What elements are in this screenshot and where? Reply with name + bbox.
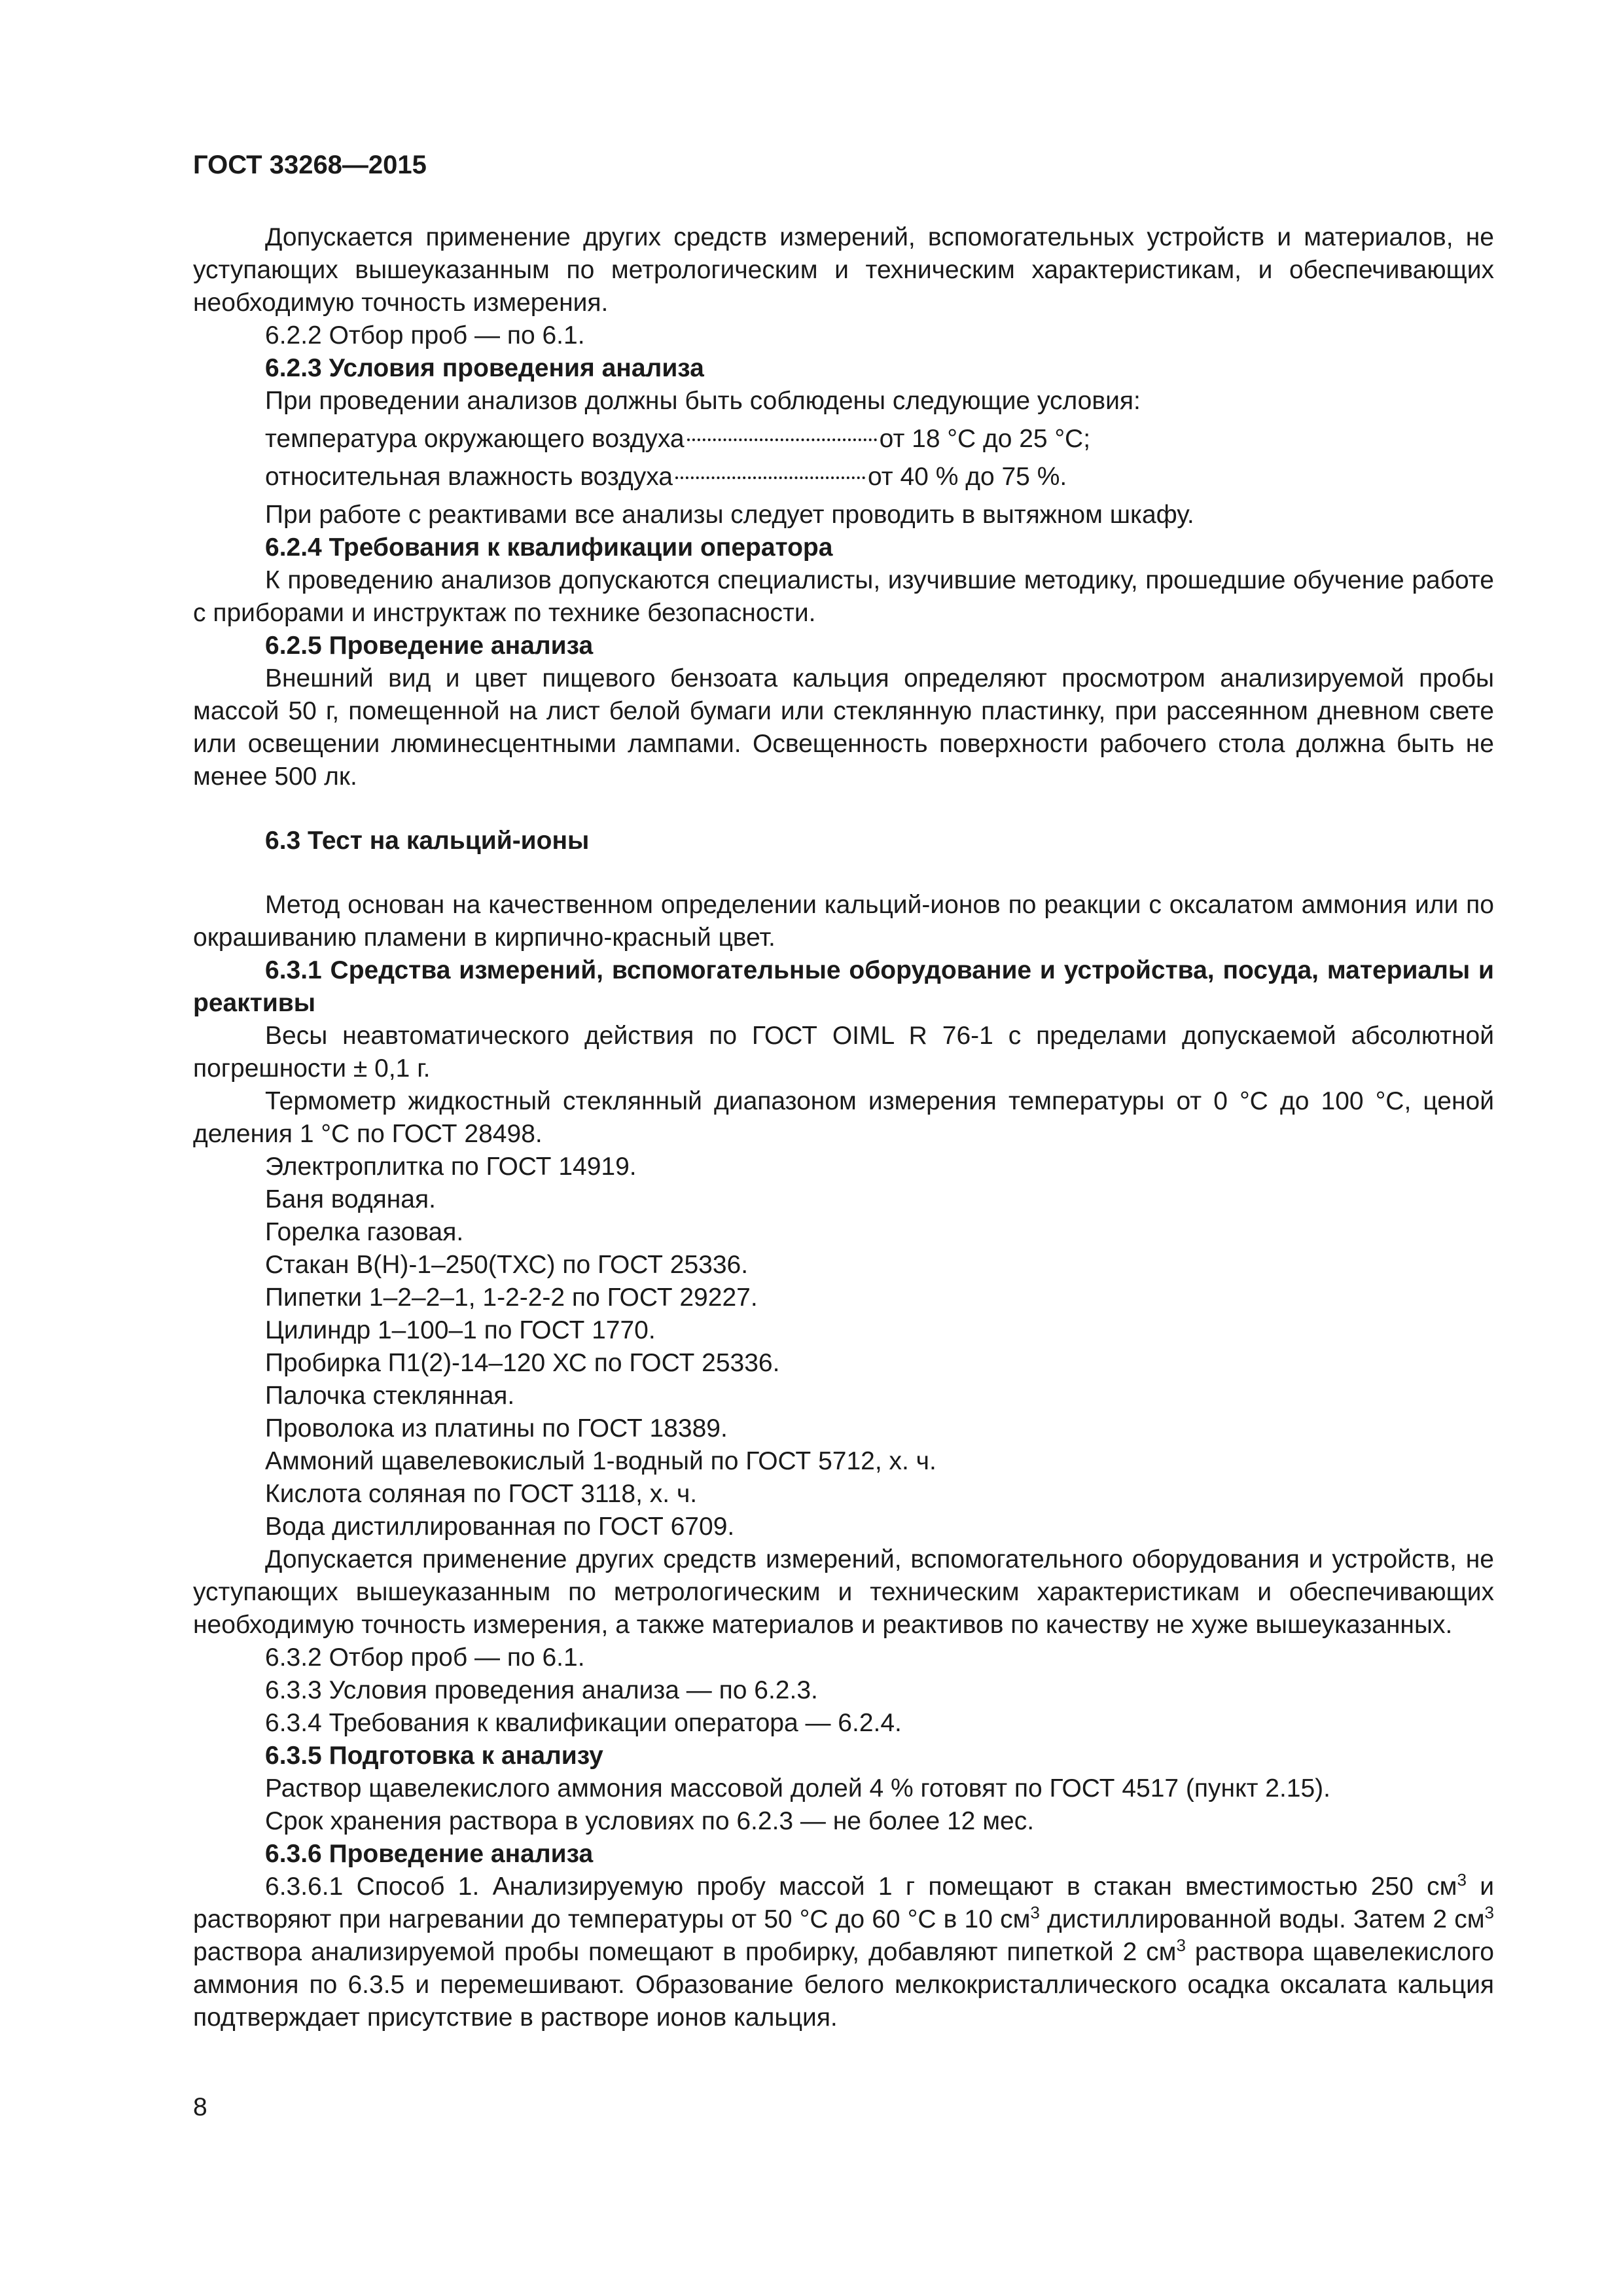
heading-6-3-6: 6.3.6 Проведение анализа xyxy=(265,1840,594,1868)
equipment-item: Аммоний щавелевокислый 1-водный по ГОСТ 5712, х. ч. xyxy=(265,1447,936,1475)
heading-6-3-5: 6.3.5 Подготовка к анализу xyxy=(265,1742,603,1770)
text-run: и растворяют при нагревании до температуры от 50 °С до 60 °С в 10 см xyxy=(193,1873,1494,1933)
equipment-allowance: Допускается применение других средств измерений, вспомогательного оборудования и устройств, не уступающих вышеуказанным по метрологическим и техническим характеристикам и обеспечивающих необходимую точность измерения, а также материалов и реактивов по качеству не хуже вышеуказанных. xyxy=(193,1545,1494,1639)
heading-6-3: 6.3 Тест на кальций-ионы xyxy=(265,827,590,855)
superscript: 3 xyxy=(1457,1870,1467,1890)
superscript: 3 xyxy=(1484,1903,1495,1922)
method-description: Метод основан на качественном определении кальций-ионов по реакции с оксалатом аммония или по окрашиванию пламени в кирпично-красный цвет. xyxy=(193,891,1494,952)
condition-temperature xyxy=(265,423,1494,456)
operator-requirements: К проведению анализов допускаются специалисты, изучившие методику, прошедшие обучение работе с приборами и инструктаж по технике безопасности. xyxy=(193,566,1494,627)
equipment-item: Стакан В(Н)-1–250(ТХС) по ГОСТ 25336. xyxy=(265,1251,749,1279)
condition-value: от 40 % до 75 %. xyxy=(867,463,1067,491)
equipment-item: Пробирка П1(2)-14–120 ХС по ГОСТ 25336. xyxy=(265,1349,780,1377)
superscript: 3 xyxy=(1176,1935,1186,1955)
reagent-preparation: Раствор щавелекислого аммония массовой долей 4 % готовят по ГОСТ 4517 (пункт 2.15). xyxy=(265,1774,1331,1803)
analysis-procedure: Внешний вид и цвет пищевого бензоата кальция определяют просмотром анализируемой пробы массой 50 г, помещенной на лист белой бумаги или стеклянную пластинку, при рассеянном дневном свете или освещении люминесцентными лампами. Освещенность поверхности рабочего стола должна быть не менее 500 лк. xyxy=(193,664,1494,791)
reagent-storage: Срок хранения раствора в условиях по 6.2.3 — не более 12 мес. xyxy=(265,1807,1035,1835)
equipment-item: Кислота соляная по ГОСТ 3118, х. ч. xyxy=(265,1480,698,1508)
equipment-item: Цилиндр 1–100–1 по ГОСТ 1770. xyxy=(265,1316,656,1344)
equipment-item: Горелка газовая. xyxy=(265,1218,464,1246)
document-body xyxy=(193,221,1494,2034)
equipment-item: Пипетки 1–2–2–1, 1-2-2-2 по ГОСТ 29227. xyxy=(265,1283,758,1312)
condition-label: температура окружающего воздуха xyxy=(265,425,685,453)
clause-6-3-2: 6.3.2 Отбор проб — по 6.1. xyxy=(265,1643,585,1672)
conditions-intro: При проведении анализов должны быть соблюдены следующие условия: xyxy=(265,387,1141,415)
equipment-item: Вода дистиллированная по ГОСТ 6709. xyxy=(265,1513,735,1541)
condition-humidity xyxy=(265,461,1494,493)
clause-6-2-2: 6.2.2 Отбор проб — по 6.1. xyxy=(265,321,585,350)
heading-6-3-1: 6.3.1 Средства измерений, вспомогательные оборудование и устройства, посуда, материалы и реактивы xyxy=(193,956,1494,1017)
clause-6-3-3: 6.3.3 Условия проведения анализа — по 6.2.3. xyxy=(265,1676,818,1704)
clause-6-3-4: 6.3.4 Требования к квалификации оператора — 6.2.4. xyxy=(265,1709,902,1737)
text-run: раствора анализируемой пробы помещают в пробирку, добавляют пипеткой 2 см xyxy=(193,1938,1177,1966)
equipment-item: Проволока из платины по ГОСТ 18389. xyxy=(265,1414,728,1443)
clause-6-3-6-1 xyxy=(193,1871,1494,2034)
document-header: ГОСТ 33268—2015 xyxy=(193,151,427,179)
heading-6-2-4: 6.2.4 Требования к квалификации оператора xyxy=(265,533,833,562)
equipment-scales: Весы неавтоматического действия по ГОСТ OIML R 76-1 с пределами допускаемой абсолютной погрешности ± 0,1 г. xyxy=(193,1022,1494,1083)
heading-6-2-3: 6.2.3 Условия проведения анализа xyxy=(265,354,704,382)
dot-leader xyxy=(675,476,865,479)
paragraph-allowance: Допускается применение других средств измерений, вспомогательных устройств и материалов, не уступающих вышеуказанным по метрологическим и техническим характеристикам, и обеспечивающих необходимую точность измерения. xyxy=(193,223,1494,317)
superscript: 3 xyxy=(1030,1903,1040,1922)
condition-label: относительная влажность воздуха xyxy=(265,463,673,491)
heading-6-2-5: 6.2.5 Проведение анализа xyxy=(265,632,594,660)
text-run: дистиллированной воды. Затем 2 см xyxy=(1039,1905,1485,1933)
page-number: 8 xyxy=(193,2093,207,2121)
equipment-item: Баня водяная. xyxy=(265,1185,436,1213)
dot-leader xyxy=(687,439,877,441)
text-run: 6.3.6.1 Способ 1. Анализируемую пробу массой 1 г помещают в стакан вместимостью 250 см xyxy=(265,1873,1457,1901)
text-run: раствора щавелекислого аммония по 6.3.5 и перемешивают. Образование белого мелкокристаллического осадка оксалата кальция подтверждает присутствие в растворе ионов кальция. xyxy=(193,1938,1494,2032)
equipment-thermometer: Термометр жидкостный стеклянный диапазоном измерения температуры от 0 °С до 100 °С, ценой деления 1 °С по ГОСТ 28498. xyxy=(193,1087,1494,1148)
condition-value: от 18 °С до 25 °С; xyxy=(879,425,1091,453)
fume-hood-note: При работе с реактивами все анализы следует проводить в вытяжном шкафу. xyxy=(265,501,1194,529)
equipment-item: Электроплитка по ГОСТ 14919. xyxy=(265,1153,637,1181)
equipment-item: Палочка стеклянная. xyxy=(265,1382,515,1410)
